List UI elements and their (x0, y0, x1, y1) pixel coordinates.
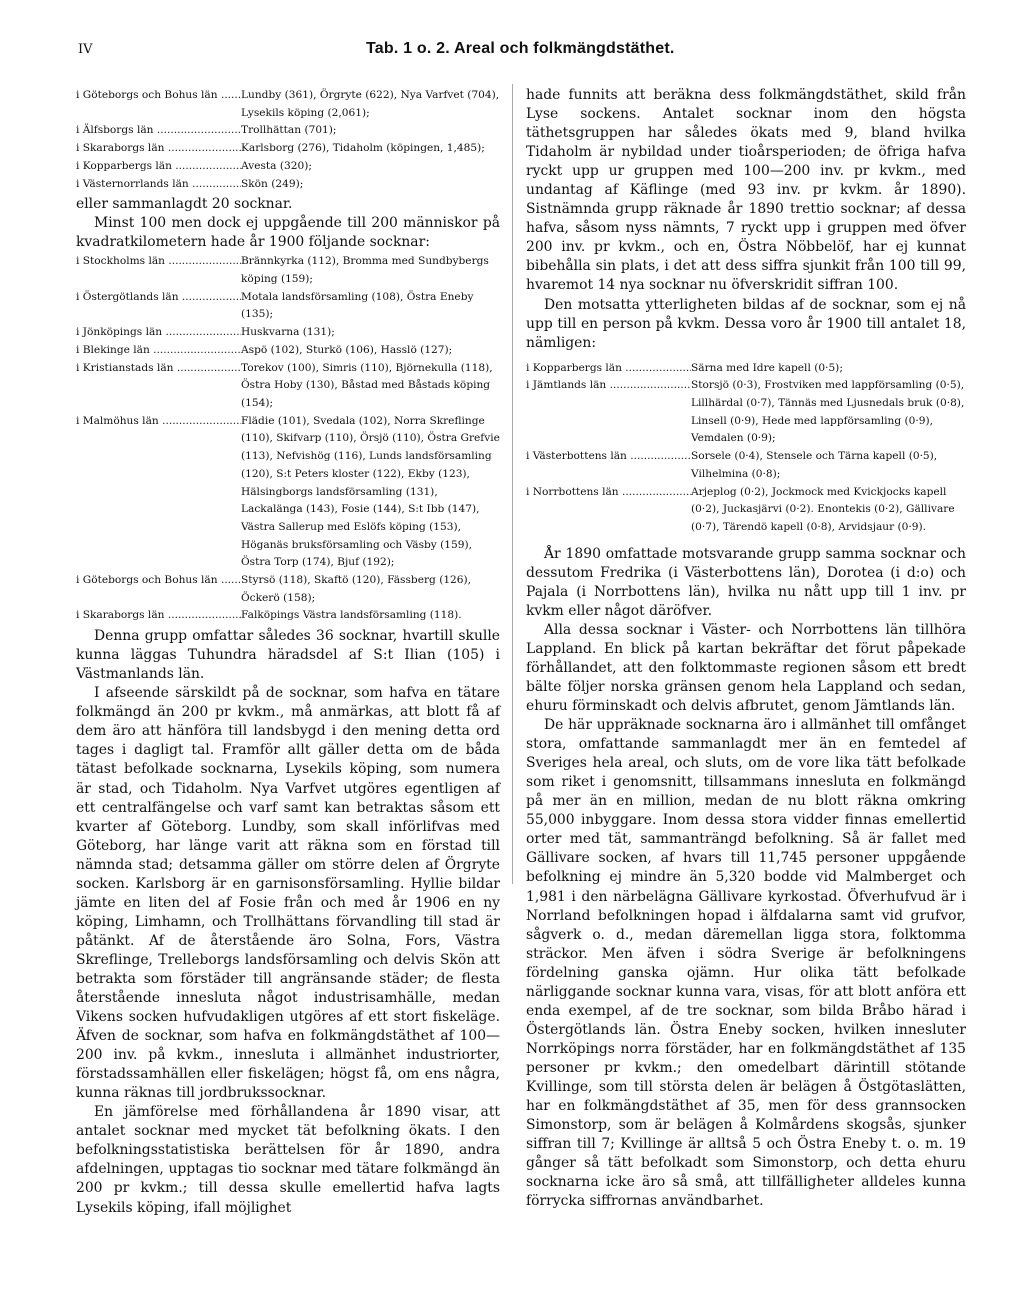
paragraph: Alla dessa socknar i Väster- och Norrbottens län tillhöra Lappland. En blick på kartan bekräftar det förut påpekade förhållandet, att den folktommaste regionen såsom ett bredt bälte följer norska gränsen genom hela Lappland och sedan, ehuru förminskadt och delvis afbrutet, genom Jämtlands län. (526, 621, 966, 715)
list-item: i Malmöhus län ..... Flädie (101), Svedala (102), Norra Skreflinge (110), Skifvarp (110), Örsjö (110), Östra Grefvie (113), Nefvishög (116), Lunds landsförsamling (120), S:t Peters kloster (122), Ekby (123), Hälsingborgs landsförsamling (131), Lackalänga (143), Fosie (144), S:t Ibb (147), Västra Sallerup med Eslöfs köping (153), Höganäs bruksförsamling och Väsby (159), Östra Torp (174), Bjuf (192); (76, 413, 500, 572)
list-item: i Göteborgs och Bohus län ..... Styrsö (118), Skaftö (120), Fässberg (126), Öckerö (158); (76, 572, 500, 607)
list-item: i Kristianstads län ..... Torekov (100), Simris (110), Björnekulla (118), Östra Hoby (130), Båstad med Båstads köping (154); (76, 360, 500, 413)
list-item: i Västernorrlands län ..... Skön (249); (76, 176, 500, 194)
spacer (526, 353, 966, 359)
list-item: i Skaraborgs län ..... Karlsborg (276), Tidaholm (köpingen, 1,485); (76, 140, 500, 158)
parish-list-dense (76, 87, 500, 193)
right-column (526, 86, 966, 1211)
column-divider (512, 84, 513, 884)
paragraph: De här uppräknade socknarna äro i allmänhet till omfånget stora, omfattande sammanlagdt mer än en femtedel af Sveriges hela areal, och sluts, om de vore lika tätt befolkade som riket i genomsnitt, tillsammans inneslutа en folkmängd på mer än en million, medan de nu blott räkna omkring 55,000 inbyggare. Inom dessa stora vidder finnas emellertid orter med tät, sammanträngd befolkning. Så är fallet med Gällivare socken, af hvars till 11,745 personer uppgående befolkning ej mindre än 5,320 bodde vid Malmberget och 1,981 i den närbelägna Gällivare kyrkostad. Öfverhufvud är i Norrland befolkningen hopad i älfdalarna samt vid grufvor, sågverk o. d., medan däremellan ligga stora, folktomma sträckor. Men äfven i södra Sverige är befolkningens fördelning ganska ojämn. Hur olika tätt befolkade närliggande socknar kunna vara, visas, för att blott anföra ett enda exempel, af de tre socknar, som bilda Bråbo härad i Östergötlands län. Östra Eneby socken, hvilken innesluter Norrköpings norra förstäder, har en folkmängdstäthet af 135 personer pr kvkm.; den omedelbart därintill stötande Kvillinge, som till största delen är belägen å Östgötaslätten, har en folkmängdstäthet af 35, men för dess grannsocken Simonstorp, som är belägen å Kolmårdens skogsås, sjunker siffran till 7; Kvillinge är alltså 5 och Östra Eneby t. o. m. 19 gånger så tätt befolkadt som Simonstorp, och detta ehuru socknarna icke äro så små, att tillfälligheter alldeles kunna förrycka siffrornas användbarhet. (526, 717, 966, 1210)
list-item: i Stockholms län ..... Brännkyrka (112), Bromma med Sundbybergs köping (159); (76, 253, 500, 288)
list-item: i Kopparbergs län ..... Särna med Idre kapell (0·5); (526, 360, 966, 378)
paragraph: Den motsatta ytterligheten bildas af de socknar, som ej nå upp till en person på kvkm. Dessa voro år 1900 till antalet 18, nämligen: (526, 296, 966, 351)
list-item: i Västerbottens län ..... Sorsele (0·4), Stensele och Tärna kapell (0·5), Vilhelmina (0·8); (526, 448, 966, 483)
paragraph: eller sammanlagdt 20 socknar. (76, 196, 293, 213)
paragraph: Denna grupp omfattar således 36 socknar, hvartill skulle kunna läggas Tuhundra häradsdel af S:t Ilian (105) i Västmanlands län. (76, 628, 500, 683)
page-title: Tab. 1 o. 2. Areal och folkmängdstäthet. (366, 40, 675, 57)
list-item: i Norrbottens län ..... Arjeplog (0·2), Jockmock med Kvickjocks kapell (0·2), Juckasjärvi (0·2). Enontekis (0·2), Gällivare (0·7), Tärendö kapell (0·8), Arvidsjaur (0·9). (526, 484, 966, 537)
parish-list-medium (76, 253, 500, 625)
list-item: i Östergötlands län ..... Motala landsförsamling (108), Östra Eneby (135); (76, 289, 500, 324)
paragraph: hade funnits att beräkna dess folkmängdstäthet, skild från Lyse sockens. Antalet socknar inom den högsta täthetsgruppen har således ökats med 9, bland hvilka Tidaholm är nybildad under tioårsperioden; de öfriga hafva ryckt upp ur gruppen med 100—200 inv. pr kvkm., med undantag af Käflinge (med 93 inv. pr kvkm. år 1890). Sistnämnda grupp räknade år 1890 trettio socknar; af dessa hafva, såsom nyss nämnts, 7 ryckt upp i gruppen med öfver 200 inv. pr kvkm., och en, Östra Nöbbelöf, har ej kunnat bibehålla sin plats, i det att dess siffra sjunkit från 100 till 99, hvaremot 14 nya socknar nu öfverskridit siffran 100. (526, 87, 966, 294)
paragraph: Minst 100 men dock ej uppgående till 200 människor på kvadratkilometern hade år 1900 följande socknar: (76, 215, 500, 251)
paragraph: En jämförelse med förhållandena år 1890 visar, att antalet socknar med mycket tät befolkning ökats. I den befolkningsstatistiska berättelsen för år 1890, andra afdelningen, upptagas tio socknar med tätare folkmängd än 200 pr kvkm.; till dessa skulle emellertid hafva lagts Lysekils köping, ifall möjlighet (76, 1104, 500, 1216)
list-item: i Blekinge län ..... Aspö (102), Sturkö (106), Hasslö (127); (76, 342, 500, 360)
list-item: i Kopparbergs län ..... Avesta (320); (76, 158, 500, 176)
list-item: i Älfsborgs län ..... Trollhättan (701); (76, 122, 500, 140)
left-column (76, 86, 500, 1218)
paragraph: År 1890 omfattade motsvarande grupp samma socknar och dessutom Fredrika (i Västerbottens län), Dorotea (i d:o) och Pajala (i Norrbottens län), hvilka nu nått upp till 1 inv. pr kvkm eller något däröfver. (526, 545, 966, 619)
list-item: i Skaraborgs län ..... Falköpings Västra landsförsamling (118). (76, 607, 500, 625)
paragraph: I afseende särskildt på de socknar, som hafva en tätare folkmängd än 200 pr kvkm., må anmärkas, att blott få af dem äro att hänföra till landsbygd i den mening detta ord tages i dagligt tal. Framför allt gäller detta om de båda tätast befolkade socknarna, Lysekils köping, som numera är stad, och Tidaholm. Nya Varfvet utgöres egentligen af ett centralfängelse och varf samt kan betraktas såsom ett kvarter af Göteborg. Lundby, som skall införlifvas med Göteborg, har länge varit att räkna som en förstad till nämnda stad; detsamma gäller om större delen af Örgryte socken. Karlsborg är en garnisonsförsamling. Hyllie bildar jämte en liten del af Fosie från och med år 1906 en ny köping, Limhamn, och Trollhättans förvandling till stad är påtänkt. Af de återstående äro Solna, Fors, Västra Skreflinge, Trelleborgs landsförsamling och delvis Skön att betrakta som förstäder till angränsande städer; de flesta återstående inneslutа något industrisamhälle, medan Vikens socken hufvudakligen utgöres af ett stort fiskeläge. Äfven de socknar, som hafva en folkmängdstäthet af 100—200 inv. på kvkm., inneslutа i allmänhet industriorter, förstadssamhällen eller fiskelägen; högst få, om ens några, kunna räknas till jordbrukssocknar. (76, 685, 500, 1102)
list-item: i Göteborgs och Bohus län ..... Lundby (361), Örgryte (622), Nya Varfvet (704), Lysekils köping (2,061); (76, 87, 500, 122)
page-number: IV (78, 42, 93, 57)
list-item: i Jämtlands län ..... Storsjö (0·3), Frostviken med lappförsamling (0·5), Lillhärdal (0·7), Tännäs med Ljusnedals bruk (0·8), Linsell (0·9), Hede med lappförsamling (0·9), Vemdalen (0·9); (526, 377, 966, 448)
list-item: i Jönköpings län ..... Huskvarna (131); (76, 324, 500, 342)
parish-list-sparse (526, 360, 966, 537)
